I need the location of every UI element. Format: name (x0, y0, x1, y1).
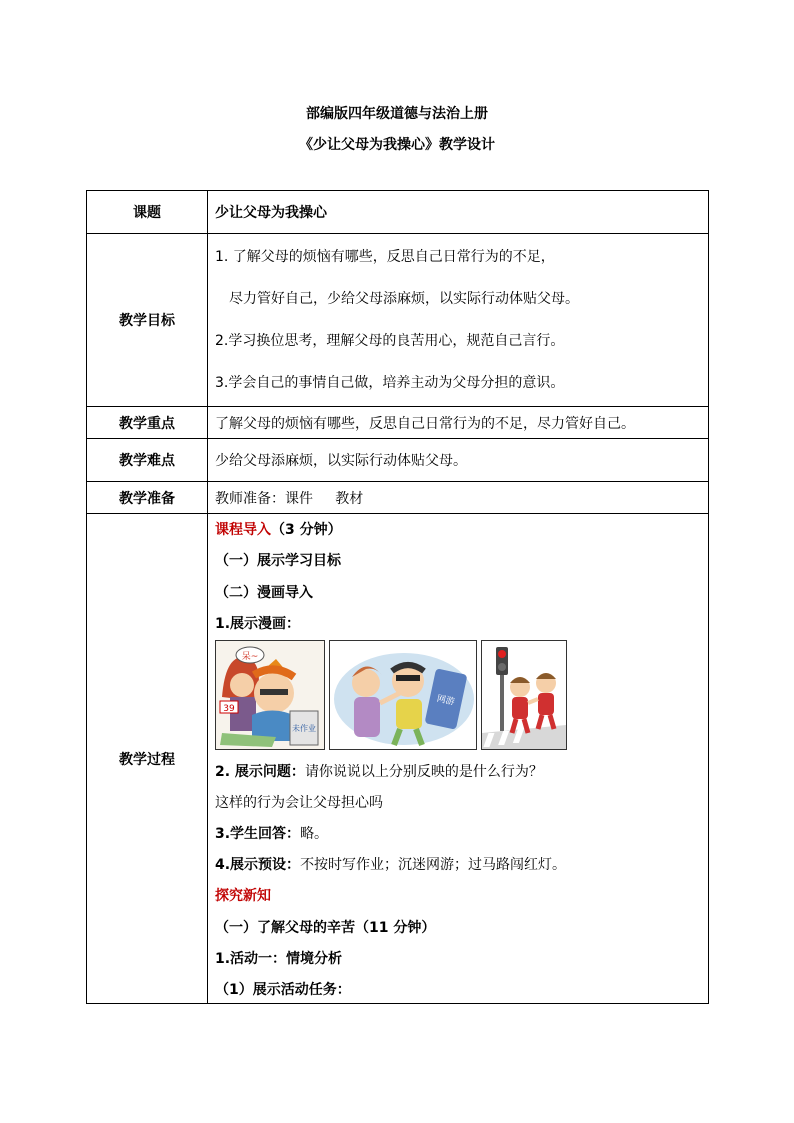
process-label: 教学过程 (87, 514, 208, 1004)
goal-line-3: 2.学习换位思考，理解父母的良苦用心，规范自己言行。 (215, 333, 565, 349)
comic-panel-homework (215, 640, 325, 750)
doc-title-line1: 部编版四年级道德与法治上册 (306, 106, 488, 122)
prep-label: 教学准备 (87, 482, 208, 514)
table-row-prep (87, 482, 709, 514)
doc-title-line2: 《少让父母为我操心》教学设计 (299, 137, 495, 153)
difficulty-label: 教学难点 (87, 439, 208, 482)
comic-score-text: 39 (223, 704, 235, 714)
intro-heading: 课程导入 (215, 522, 271, 538)
preset-line (215, 856, 566, 874)
answer-text: 略。 (300, 826, 329, 842)
show-task: （1）展示活动任务： (215, 982, 351, 998)
question-line (215, 763, 543, 781)
answer-line (215, 825, 328, 843)
preset-num: 4.展示预设： (215, 857, 301, 873)
table-row-key (87, 407, 709, 439)
answer-num: 3.学生回答： (215, 826, 301, 842)
goal-line-2: 尽力管好自己，少给父母添麻烦，以实际行动体贴父母。 (229, 291, 579, 307)
key-label: 教学重点 (87, 407, 208, 439)
question-text: 请你说说以上分别反映的是什么行为？ (304, 764, 543, 780)
goals-label: 教学目标 (87, 234, 208, 407)
question-num: 2. 展示问题： (215, 764, 305, 780)
prep-value: 教师准备：课件 教材 (208, 482, 709, 514)
comic-traffic-image (482, 641, 566, 749)
step-show-comics: 1.展示漫画： (215, 616, 301, 632)
comic-strip (215, 640, 567, 750)
table-row-difficulty (87, 439, 709, 482)
comic-book-text: 未作业 (292, 724, 316, 733)
comic-panel-gaming (329, 640, 477, 750)
intro-line (215, 521, 342, 539)
comic-panel-traffic (481, 640, 567, 750)
step-comic-intro: （二）漫画导入 (215, 585, 313, 601)
topic-label: 课题 (87, 191, 208, 234)
step-show-goals: （一）展示学习目标 (215, 553, 341, 569)
question-continuation: 这样的行为会让父母担心吗 (215, 795, 383, 811)
comic-phone-text: 网游 (435, 694, 456, 708)
preset-text: 不按时写作业；沉迷网游；过马路闯红灯。 (300, 857, 567, 873)
table-row-goals (87, 234, 709, 407)
difficulty-value: 少给父母添麻烦，以实际行动体贴父母。 (208, 439, 709, 482)
table-row-topic (87, 191, 709, 234)
process-value (208, 514, 709, 1004)
goal-line-4: 3.学会自己的事情自己做，培养主动为父母分担的意识。 (215, 375, 565, 391)
comic-bubble-text: 呆~ (241, 652, 259, 662)
key-value: 了解父母的烦恼有哪些，反思自己日常行为的不足，尽力管好自己。 (208, 407, 709, 439)
lesson-table (86, 190, 709, 1004)
goals-value (208, 234, 709, 407)
explore-heading: 探究新知 (215, 888, 271, 904)
section-parents-hardship: （一）了解父母的辛苦（11 分钟） (215, 920, 436, 936)
comic-gaming-image (330, 641, 476, 749)
table-row-process (87, 514, 709, 1004)
goal-line-1: 1. 了解父母的烦恼有哪些，反思自己日常行为的不足， (215, 249, 555, 265)
topic-value: 少让父母为我操心 (208, 191, 709, 234)
activity-one: 1.活动一：情境分析 (215, 951, 343, 967)
comic-homework-image (216, 641, 324, 749)
intro-time: （3 分钟） (271, 522, 342, 538)
